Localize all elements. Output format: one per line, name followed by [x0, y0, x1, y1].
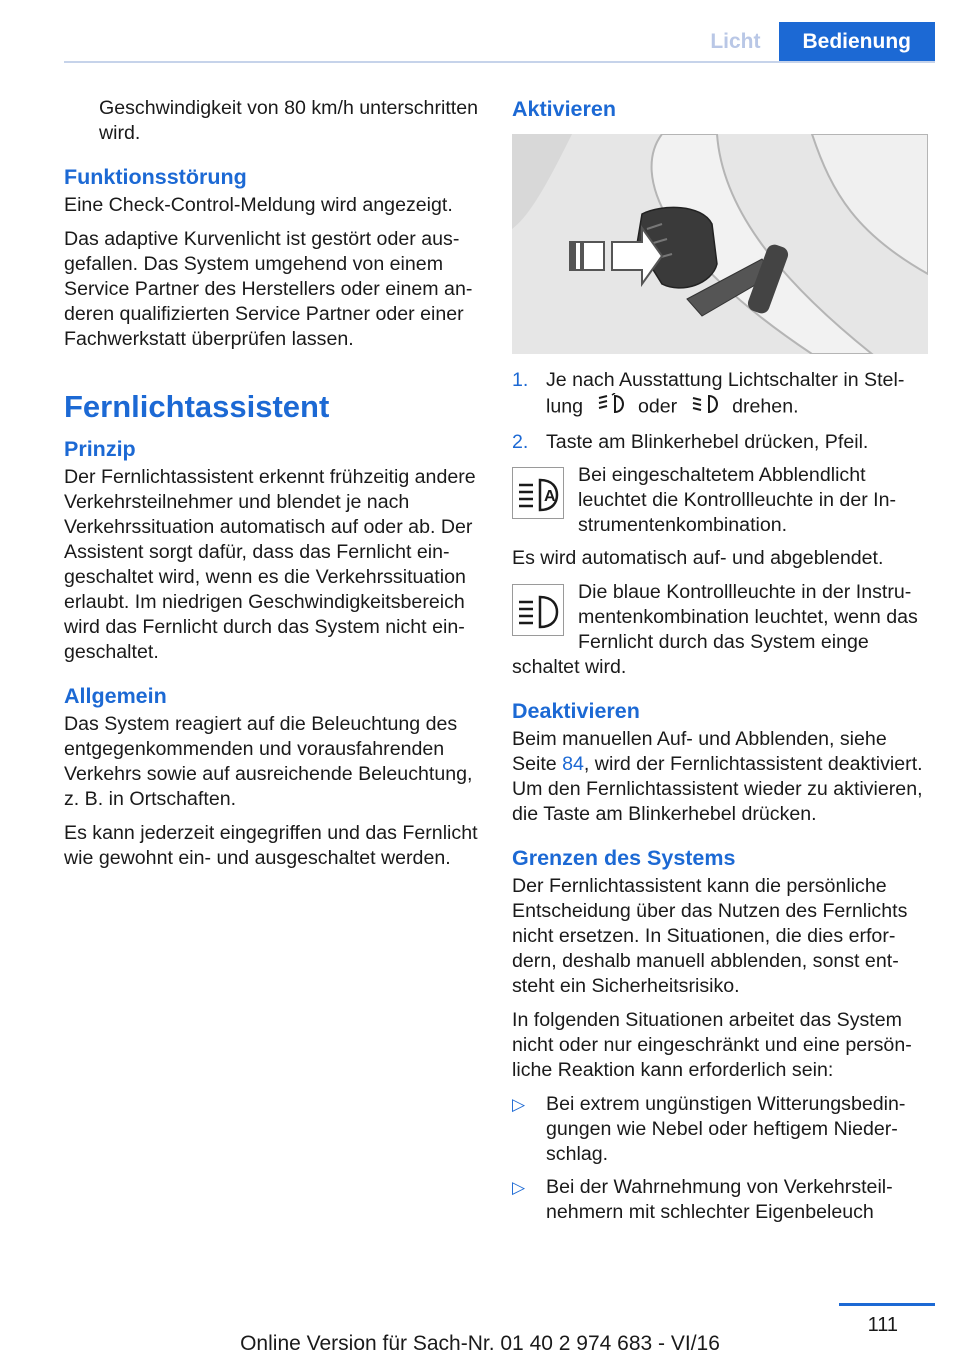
step-text: Je nach Ausstattung Lichtschalter in Stellung oder drehen.	[546, 368, 930, 422]
online-version-note: Online Version für Sach-Nr. 01 40 2 974 683 - VI/16	[240, 1332, 720, 1355]
heading-grenzen: Grenzen des Systems	[512, 846, 736, 870]
svg-text:A: A	[544, 488, 556, 505]
step-text: Taste am Blinkerhebel drücken, Pfeil.	[546, 431, 869, 453]
paragraph: Der Fernlichtassistent erkennt frühzeitig andere Verkehrsteilnehmer und blendet je nach Verkehrssituation automatisch auf oder ab. Der Assistent sorgt dafür, dass das Fernlicht eingeschaltet wird, wenn es die Verkehrssituation erlaubt. Im niedrigen Geschwindigkeitsbereich wird das Fernlicht durch das System nicht eingeschaltet.	[64, 466, 476, 663]
paragraph: Der Fernlichtassistent kann die persönliche Entscheidung über das Nutzen des Fernlichts nicht ersetzen. In Situationen, die dies erfordern, deshalb manuell abblenden, sonst entsteht ein Sicherheitsrisiko.	[512, 875, 908, 997]
section-grenzen	[512, 845, 930, 1225]
section-allgemein	[64, 683, 482, 871]
paragraph: Es kann jederzeit eingegriffen und das Fernlicht wie gewohnt ein- und ausgeschaltet werden.	[64, 822, 478, 869]
list-item	[512, 1092, 930, 1167]
tab-licht[interactable]: Licht	[692, 22, 778, 62]
auto-light-switch-icon	[597, 393, 625, 422]
paragraph: Eine Check-Control-Meldung wird angezeigt.	[64, 194, 453, 216]
triangle-bullet-icon: ▷	[512, 1178, 526, 1197]
heading-fernlichtassistent: Fernlichtassistent	[64, 389, 330, 424]
triangle-bullet-icon: ▷	[512, 1095, 526, 1114]
low-beam-icon	[691, 393, 719, 422]
heading-prinzip: Prinzip	[64, 437, 136, 461]
indicator-note-2	[512, 580, 930, 655]
indicator-note-1	[512, 463, 930, 538]
tab-bedienung[interactable]: Bedienung	[779, 22, 936, 62]
left-column	[64, 96, 482, 880]
paragraph: Das adaptive Kurvenlicht ist gestört oder ausgefallen. Das System umgehend von einem Service Partner des Herstellers oder einem anderen qualifizierten Service Partner oder einer Fachwerkstatt überprüfen lassen.	[64, 228, 473, 350]
header-rule	[64, 61, 935, 63]
section-funktionsstoerung	[64, 164, 482, 352]
right-column	[512, 96, 930, 1233]
paragraph: In folgenden Situationen arbeitet das System nicht oder nur eingeschränkt und eine persönliche Reaktion kann erforderlich sein:	[512, 1009, 912, 1081]
turn-signal-lever-illustration	[512, 134, 928, 354]
indicator-note-text: Die blaue Kontrollleuchte in der Instrumentenkombination leuchtet, wenn das Fernlicht durch das System einge	[578, 581, 918, 653]
list-item	[512, 430, 930, 455]
high-beam-indicator-icon	[512, 584, 564, 636]
paragraph: Es wird automatisch auf- und abgeblendet.	[512, 547, 884, 569]
heading-allgemein: Allgemein	[64, 684, 167, 708]
section-prinzip	[64, 436, 482, 665]
indicator-note-text: Bei eingeschaltetem Abblendlicht leuchtet die Kontrollleuchte in der Instrumentenkombination.	[578, 464, 897, 536]
heading-funktionsstoerung: Funktionsstörung	[64, 165, 247, 189]
bullet-list	[512, 1092, 930, 1225]
continued-text: Geschwindigkeit von 80 km/h unterschritten wird.	[99, 97, 478, 144]
bullet-text: Bei der Wahrnehmung von Verkehrsteilnehmern mit schlechter Eigenbeleuch	[546, 1176, 893, 1223]
page-link[interactable]: 84	[562, 753, 584, 775]
heading-aktivieren: Aktivieren	[512, 97, 616, 121]
list-item	[512, 368, 930, 422]
paragraph: schaltet wird.	[512, 656, 627, 678]
section-deaktivieren	[512, 698, 930, 827]
footer-rule	[839, 1303, 935, 1306]
header-tabs	[692, 22, 935, 62]
steps-list	[512, 368, 930, 455]
step-number: 2.	[512, 431, 529, 453]
heading-deaktivieren: Deaktivieren	[512, 699, 640, 723]
step-number: 1.	[512, 369, 529, 391]
list-item	[512, 1175, 930, 1225]
paragraph: Beim manuellen Auf- und Abblenden, siehe Seite 84, wird der Fernlichtassistent deaktiviert. Um den Fernlichtassistent wieder zu aktivieren, die Taste am Blinkerhebel drücken.	[512, 728, 923, 825]
high-beam-assist-indicator-icon	[512, 467, 564, 519]
page-number: 111	[867, 1314, 898, 1336]
bullet-text: Bei extrem ungünstigen Witterungsbedingungen wie Nebel oder heftigem Niederschlag.	[546, 1093, 906, 1165]
paragraph: Das System reagiert auf die Beleuchtung des entgegenkommenden und vorausfahrenden Verkehrs sowie auf ausreichende Beleuchtung, z. B. in Ortschaften.	[64, 713, 473, 810]
